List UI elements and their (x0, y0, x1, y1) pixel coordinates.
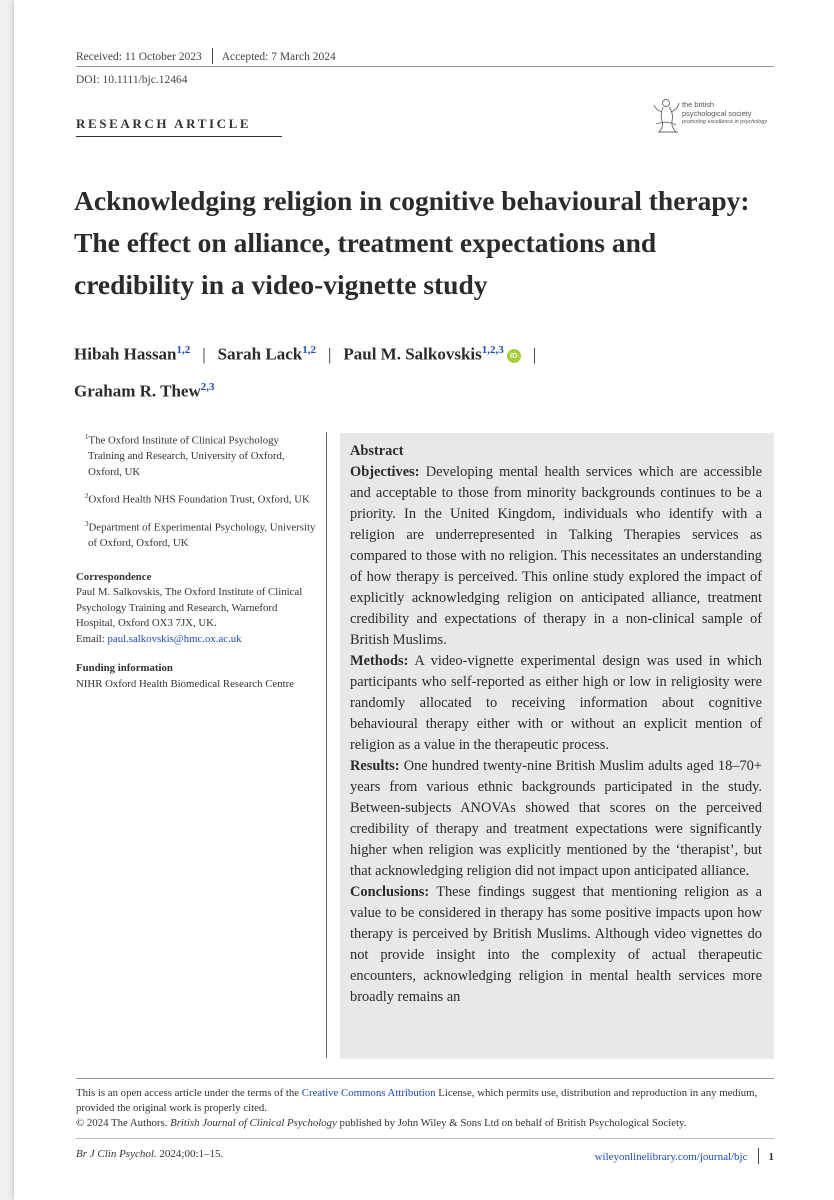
affiliation-text: The Oxford Institute of Clinical Psychology Training and Research, University of Oxford, Oxford, UK (88, 434, 285, 478)
column-divider (326, 432, 327, 1058)
received-date: Received: 11 October 2023 (76, 51, 202, 63)
header-rule (76, 66, 774, 67)
page (14, 0, 834, 1200)
abstract-heading: Abstract (350, 443, 404, 459)
affiliation (76, 489, 318, 508)
affiliation-text: Department of Experimental Psychology, University of Oxford, Oxford, UK (88, 521, 316, 550)
author-list (74, 334, 774, 407)
affiliation-number: 3 (85, 520, 89, 529)
abstract-objectives: Objectives: Developing mental health services which are accessible and acceptable to those from minority backgrounds continues to be a priority. In the United Kingdom, individuals who identify with a religion are underrepresented in Talking Therapies services as compared to those with no religion. This necessitates an understanding of how therapy is perceived. This online study explored the impact of explicitly acknowledging religion on anticipated alliance, treatment credibility and expectations of therapy in a non-clinical sample of British Muslims. (350, 464, 762, 648)
author-separator: | (327, 344, 332, 364)
abstract-box (340, 433, 774, 1059)
author-affiliation[interactable]: 1,2 (176, 344, 191, 356)
affiliation-text: Oxford Health NHS Foundation Trust, Oxford, UK (88, 493, 310, 506)
author-name[interactable]: Graham R. Thew (74, 381, 201, 401)
affiliation (76, 517, 318, 552)
footer-separator (758, 1148, 759, 1164)
abstract-methods: Methods: A video-vignette experimental design was used in which participants who self-reported as either high or low in religiosity were randomly allocated to receiving information about cognitive behavioural therapy either with or without an explicit mention of religion as a value in the therapeutic process. (350, 653, 762, 753)
correspondence-text: Paul M. Salkovskis, The Oxford Institute of Clinical Psychology Training and Research, Warneford Hospital, Oxford OX3 7JX, UK. Email: paul.salkovskis@hmc.ox.ac.uk (76, 586, 303, 645)
license-rule (76, 1078, 774, 1079)
author-name[interactable]: Paul M. Salkovskis (343, 344, 482, 364)
article-dates (76, 48, 336, 64)
abstract-content (350, 441, 762, 1008)
cc-license-link[interactable]: Creative Commons Attribution (301, 1087, 436, 1099)
affiliation-number: 2 (85, 492, 89, 501)
affiliation-number: 1 (85, 433, 89, 441)
doi[interactable]: DOI: 10.1111/bjc.12464 (76, 74, 188, 86)
logo-tagline: promoting excellence in psychology (682, 119, 768, 125)
email-link[interactable]: paul.salkovskis@hmc.ox.ac.uk (107, 632, 242, 645)
footer-right (595, 1148, 774, 1164)
page-number: 1 (768, 1151, 774, 1163)
copyright-text: © 2024 The Authors. British Journal of Clinical Psychology published by John Wiley & Sons Ltd on behalf of British Psychological Society. (76, 1117, 687, 1129)
sidebar-info (76, 430, 318, 701)
author-affiliation[interactable]: 1,2 (302, 344, 316, 356)
article-type-rule (76, 136, 282, 137)
date-separator (212, 48, 213, 64)
abstract-results: Results: One hundred twenty-nine British Muslim adults aged 18–70+ years from various ethnic backgrounds participated in the study. Between-subjects ANOVAs showed that scores on the perceived credibility of therapy and treatment expectations were significantly higher when religion was explicitly mentioned by the ‘therapist’, but that acknowledging religion did not impact upon anticipated alliance. (350, 758, 762, 879)
citation: Br J Clin Psychol. 2024;00:1–15. (76, 1148, 224, 1160)
funding-heading: Funding information (76, 662, 173, 675)
author-name[interactable]: Sarah Lack (217, 344, 303, 364)
license-notice (76, 1086, 774, 1131)
author-affiliation[interactable]: 2,3 (200, 380, 215, 393)
journal-url-link[interactable]: wileyonlinelibrary.com/journal/bjc (594, 1151, 748, 1163)
author-separator: | (532, 344, 537, 364)
logo-line2: psychological society (682, 108, 752, 118)
footer-rule (76, 1138, 774, 1139)
orcid-icon[interactable]: iD (507, 349, 521, 363)
abstract-conclusions: Conclusions: These findings suggest that mentioning religion as a value to be considered in therapy has some positive impacts upon how therapy is perceived by British Muslims. Although video vignettes do not provide insight into the complexity of actual therapeutic encounters, acknowledging religion in mental health services more broadly remains an (350, 884, 763, 1005)
license-text: This is an open access article under the terms of the Creative Commons Attribution License, which permits use, distribution and reproduction in any medium, provided the original work is properly cited. (76, 1087, 758, 1114)
accepted-date: Accepted: 7 March 2024 (221, 51, 336, 63)
article-type: RESEARCH ARTICLE (76, 116, 252, 131)
bps-logo-text (682, 101, 767, 127)
affiliation (76, 430, 318, 480)
funding-text: NIHR Oxford Health Biomedical Research Centre (76, 677, 294, 690)
author-separator: | (202, 344, 206, 364)
author-name[interactable]: Hibah Hassan (74, 344, 177, 364)
article-title: Acknowledging religion in cognitive behavioural therapy: The effect on alliance, treatment expectations and credibility in a video-vignette study (74, 185, 750, 300)
author-affiliation[interactable]: 1,2,3 (481, 344, 504, 356)
correspondence-heading: Correspondence (76, 570, 152, 583)
logo-line1: the british (682, 100, 715, 109)
